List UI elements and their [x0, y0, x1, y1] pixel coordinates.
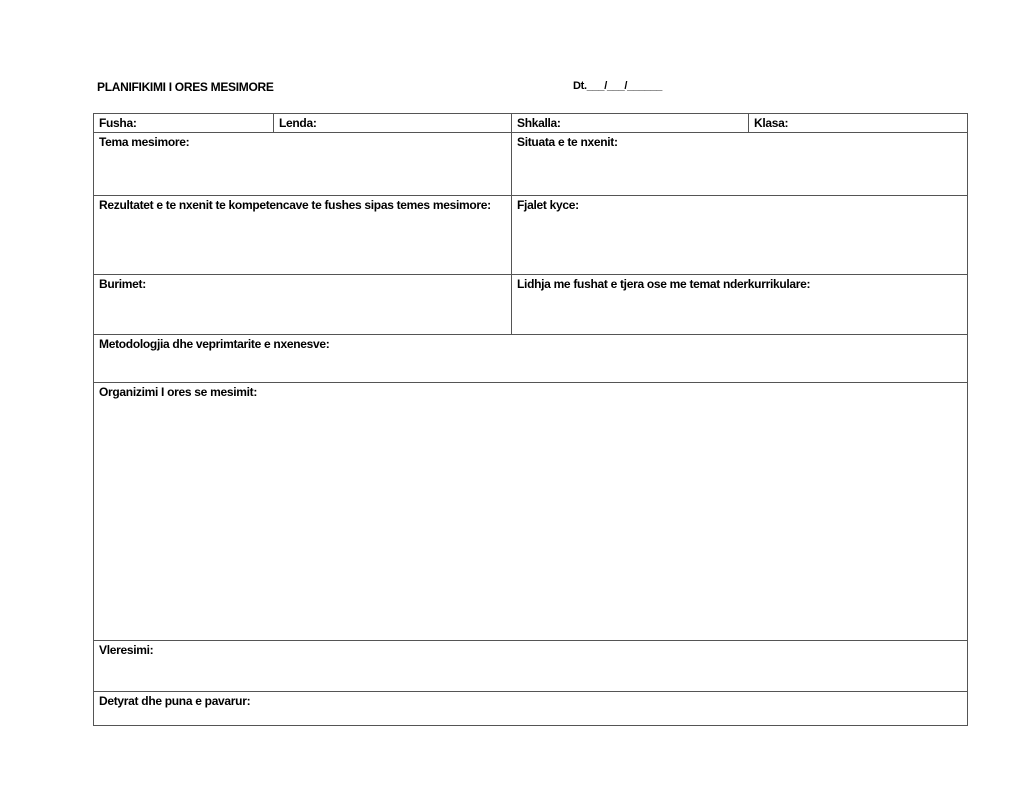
fusha-cell[interactable]: Fusha: — [94, 114, 274, 133]
burimet-cell[interactable]: Burimet: — [94, 275, 512, 335]
lenda-cell[interactable]: Lenda: — [274, 114, 512, 133]
burimet-row — [94, 275, 968, 335]
date-field: Dt.___/___/______ — [573, 80, 663, 92]
situata-cell[interactable]: Situata e te nxenit: — [512, 133, 968, 196]
header-row — [94, 114, 968, 133]
rezultatet-cell[interactable]: Rezultatet e te nxenit te kompetencave te fushes sipas temes mesimore: — [94, 196, 512, 275]
metodologjia-cell[interactable]: Metodologjia dhe veprimtarite e nxenesve: — [94, 335, 968, 383]
detyrat-cell[interactable]: Detyrat dhe puna e pavarur: — [94, 692, 968, 726]
page-title: PLANIFIKIMI I ORES MESIMORE — [97, 80, 274, 94]
organizimi-row — [94, 383, 968, 641]
vleresimi-row — [94, 641, 968, 692]
lidhja-cell[interactable]: Lidhja me fushat e tjera ose me temat nderkurrikulare: — [512, 275, 968, 335]
fjalet-kyce-cell[interactable]: Fjalet kyce: — [512, 196, 968, 275]
detyrat-row — [94, 692, 968, 726]
klasa-cell[interactable]: Klasa: — [749, 114, 968, 133]
organizimi-cell[interactable]: Organizimi I ores se mesimit: — [94, 383, 968, 641]
tema-row — [94, 133, 968, 196]
metodologjia-row — [94, 335, 968, 383]
vleresimi-cell[interactable]: Vleresimi: — [94, 641, 968, 692]
tema-cell[interactable]: Tema mesimore: — [94, 133, 512, 196]
shkalla-cell[interactable]: Shkalla: — [512, 114, 749, 133]
lesson-plan-table — [93, 113, 968, 726]
rezultatet-row — [94, 196, 968, 275]
